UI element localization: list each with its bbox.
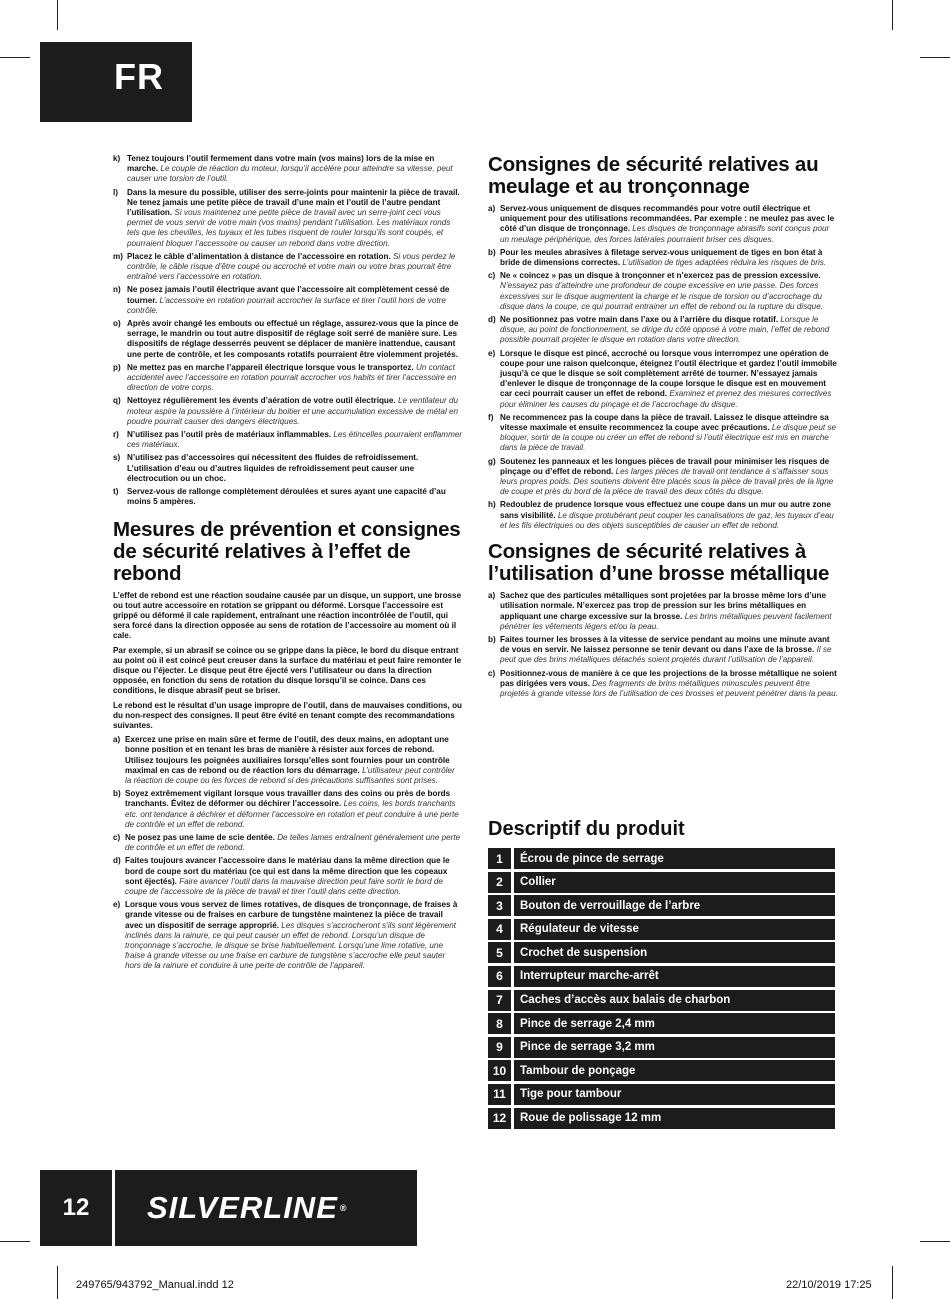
list-marker: n) [113, 285, 121, 295]
crop-mark [0, 57, 30, 58]
explanation-text: Les étincelles pourraient enflammer ces matériaux. [127, 430, 463, 450]
instruction-text: Servez-vous de rallonge complètement déroulées et sures ayant une capacité d’au moins 5 ampères. [127, 487, 446, 507]
list-item-text [127, 396, 463, 427]
list-item-text [500, 591, 838, 632]
explanation-text: De telles lames entraînent généralement une perte de contrôle et un effet de rebond. [125, 832, 461, 853]
wirebrush-heading: Consignes de sécurité relatives à l’utilisation d’une brosse métallique [488, 540, 830, 586]
crop-mark [57, 0, 58, 30]
crop-mark [892, 1266, 893, 1299]
list-item-text [127, 154, 463, 185]
list-marker: q) [113, 396, 121, 406]
product-part-row [488, 990, 835, 1011]
instruction-text: Ne positionnez pas votre main dans l’axe ou à l’arrière du disque rotatif. [500, 315, 779, 325]
list-marker: f) [488, 412, 494, 422]
list-item-text [127, 363, 463, 394]
part-number: 11 [488, 1084, 511, 1105]
product-parts-list [488, 848, 835, 1131]
crop-mark [892, 0, 893, 30]
kickback-intro [113, 591, 463, 732]
list-marker: o) [113, 319, 121, 329]
list-marker: k) [113, 154, 121, 163]
left-column [113, 154, 463, 975]
list-item-text [127, 188, 463, 249]
footer-band [40, 1170, 462, 1246]
list-marker: h) [488, 500, 496, 510]
product-part-row [488, 942, 835, 963]
explanation-text: Le ventilateur du moteur aspire la poussière à l’intérieur du boitier et une accumulation excessive de métal en poudre pourrait causer des dangers électriques. [127, 396, 459, 426]
explanation-text: Il se peut que des brins métalliques détachés soient projetés durant l’utilisation de l’appareil. [500, 645, 832, 665]
list-item [113, 396, 463, 427]
crop-mark [57, 1266, 58, 1299]
instruction-text: Faites tourner les brosses à la vitesse de service pendant au moins une minute avant de vous en servir. Ne laissez personne se tenir devant ou dans l’axe de la brosse. [500, 634, 830, 655]
product-description-heading: Descriptif du produit [488, 818, 685, 840]
list-item-text [500, 413, 838, 454]
list-item [113, 735, 463, 786]
part-number: 7 [488, 990, 511, 1011]
list-item [488, 457, 838, 498]
explanation-text: Les larges pièces de travail ont tendance à s’affaisser sous leurs propres poids. Des soutiens doivent être placés sous la pièce de travail près de la ligne de coupe et près du bord de la pièce de travail des deux côtés du disque. [500, 466, 834, 497]
part-number: 1 [488, 848, 511, 869]
instruction-text: Tenez toujours l’outil fermement dans votre main (vos mains) lors de la mise en marche. [127, 154, 435, 174]
list-item [113, 319, 463, 360]
list-marker: d) [113, 856, 121, 866]
list-item [488, 500, 838, 531]
list-marker: m) [113, 251, 123, 261]
instruction-text: Dans la mesure du possible, utiliser des serre-joints pour maintenir la pièce de travail. Ne tenez jamais une petite pièce de travail d’une main et l’outil de l’autre pendant l’utilisation. [127, 187, 460, 218]
list-marker: a) [113, 735, 121, 745]
print-date-info: 22/10/2019 17:25 [786, 1279, 872, 1291]
part-label: Pince de serrage 3,2 mm [514, 1037, 835, 1058]
list-item-text [500, 204, 838, 245]
part-number: 3 [488, 895, 511, 916]
product-part-row [488, 848, 835, 869]
part-label: Pince de serrage 2,4 mm [514, 1013, 835, 1034]
part-label: Bouton de verrouillage de l’arbre [514, 895, 835, 916]
explanation-text: Les coins, les bords tranchants etc. ont tendance à déchirer et déformer l’accessoire en rotation et peut conduire à une perte de contrôle et un effet de rebond. [125, 799, 459, 829]
part-number: 2 [488, 872, 511, 893]
list-marker: b) [488, 634, 496, 644]
explanation-text: Un contact accidentel avec l’accessoire en rotation pourrait accrocher vos habits et tirer l’accessoire en direction de votre corps. [127, 362, 457, 393]
list-item-text [500, 315, 838, 346]
list-item-text [125, 856, 463, 897]
grinding-heading: Consignes de sécurité relatives au meulage et au tronçonnage [488, 153, 819, 198]
list-marker: a) [488, 591, 496, 601]
kickback-paragraph: Le rebond est le résultat d’un usage impropre de l’outil, dans de mauvaises conditions, ou du non-respect des consignes. Il peut être évité en tenant compte des recommandations suivantes. [113, 700, 462, 730]
explanation-text: Faire avancer l’outil dans la mauvaise direction peut faire sortir le bord de coupe de l’accessoire de la pièce de travail et tirer l’outil dans cette direction. [125, 876, 443, 896]
list-item [488, 349, 838, 410]
kickback-paragraph: Par exemple, si un abrasif se coince ou se grippe dans la pièce, le bord du disque entrant au point où il est coincé peut creuser dans la surface du matériau et peut faire remonter le disque ou l’éjecter. Le disque peut être éjecté vers l’utilisateur ou dans la direction opposée, en fonction du sens de rotation du disque lorsqu’il se coince. Dans ces conditions, le disque abrasif peut se briser. [113, 645, 462, 696]
instruction-text: Redoublez de prudence lorsque vous effectuez une coupe dans un mur ou autre zone sans visibilité. [500, 500, 831, 520]
instruction-text: Ne posez pas une lame de scie dentée. [125, 832, 275, 842]
list-item [488, 413, 838, 454]
crop-mark [0, 1241, 30, 1242]
instruction-text: Ne « coincez » pas un disque à tronçonner et n’exercez pas de pression excessive. [500, 271, 821, 281]
part-label: Écrou de pince de serrage [514, 848, 835, 869]
list-item [113, 154, 463, 185]
grinding-list [488, 204, 838, 531]
crop-mark [920, 57, 950, 58]
list-item-text [127, 453, 463, 484]
crop-mark [920, 1241, 950, 1242]
kickback-heading: Mesures de prévention et consignes de sécurité relatives à l’effet de rebond [113, 517, 461, 585]
list-item-text [500, 349, 838, 410]
list-marker: c) [113, 832, 121, 842]
list-marker: b) [113, 789, 121, 799]
list-marker: e) [488, 348, 496, 358]
product-part-row [488, 966, 835, 987]
part-number: 4 [488, 919, 511, 940]
list-marker: e) [113, 900, 121, 910]
list-item [113, 285, 463, 316]
explanation-text: Le disque protubérant peut couper les canalisations de gaz, les tuyaux d’eau et les fils électriques ou des objets susceptibles de causer un effet de rebond. [500, 510, 834, 530]
list-marker: c) [488, 271, 496, 281]
explanation-text: Des fragments de brins métalliques minuscules peuvent être projetés à grande vitesse lors de l’utilisation de ces brosses et peuvent pénétrer dans la peau. [500, 678, 838, 698]
product-part-row [488, 1108, 835, 1129]
part-label: Collier [514, 872, 835, 893]
brand-name: SILVERLINE [147, 1190, 338, 1225]
list-item [488, 669, 838, 700]
list-item [113, 833, 463, 853]
list-marker: a) [488, 204, 496, 213]
product-part-row [488, 1060, 835, 1081]
list-marker: d) [488, 315, 496, 325]
list-item [488, 248, 838, 268]
list-marker: p) [113, 362, 121, 372]
print-file-info: 249765/943792_Manual.indd 12 [76, 1279, 234, 1291]
list-item [488, 591, 838, 632]
instruction-text: Faites toujours avancer l’accessoire dans le matériau dans la même direction que le bord de coupe sort du matériau (ce qui est dans la même direction que les copeaux sont éjectés). [125, 856, 450, 886]
part-label: Tambour de ponçage [514, 1060, 835, 1081]
list-item [488, 204, 838, 245]
part-label: Crochet de suspension [514, 942, 835, 963]
instruction-text: Sachez que des particules métalliques sont projetées par la brosse même lors d’une utilisation normale. N’exercez pas trop de pression sur les brins métalliques en appliquant une charge excessive sur la brosse. [500, 591, 827, 621]
list-item-text [500, 635, 838, 666]
instruction-text: Exercez une prise en main sûre et ferme de l’outil, des deux mains, en adoptant une bonne position et en tenant les bras de manière à résister aux forces de rebond. Utilisez toujours les poignées auxiliaires lorsqu’elles sont fournies pour un contrôle maximal en cas de rebond ou de réaction lors du démarrage. [125, 735, 450, 775]
explanation-text: Les disques de tronçonnage abrasifs sont conçus pour un meulage périphérique, des forces latérales pourraient briser ces disques. [500, 224, 830, 244]
instruction-text: Positionnez-vous de manière à ce que les projections de la brosse métallique ne soient pas dirigées vers vous. [500, 668, 837, 688]
kickback-paragraph: L’effet de rebond est une réaction soudaine causée par un disque, un support, une brosse ou tout autre accessoire en rotation se grippant ou déformé. Lorsque l’accessoire est grippé ou déformé il cale rapidement, entraînant une réaction incontrôlée de l’outil, qui sera forcé dans la direction opposée au sens de rotation de l’accessoire au moment où il cale. [113, 590, 462, 641]
instruction-text: N’utilisez pas d’accessoires qui nécessitent des fluides de refroidissement. L’utilisation d’eau ou d’autres liquides de refroidissement peut causer une électrocution ou un choc. [127, 453, 419, 483]
explanation-text: L’utilisation de tiges adaptées réduira les risques de bris. [622, 258, 827, 268]
explanation-text: Examinez et prenez des mesures correctives pour éliminer les causes du pinçage et de l’accrochage du disque. [500, 389, 832, 409]
list-item [113, 900, 463, 971]
list-item [113, 487, 463, 507]
list-item [113, 363, 463, 394]
list-marker: b) [488, 247, 496, 257]
brand-logo [115, 1170, 417, 1246]
part-number: 9 [488, 1037, 511, 1058]
part-label: Caches d’accès aux balais de charbon [514, 990, 835, 1011]
list-item-text [500, 500, 838, 531]
explanation-text: Si vous maintenez une petite pièce de travail avec un serre-joint ceci vous permet de vous servir de votre main (vos mains) pendant l’utilisation. Les matériaux ronds tels que les chevilles, les tuyaux et les tubes risquent de rouler lorsqu’ils sont coupés, et pourraient bloquer l’accessoire ou causer un rebond dans votre direction. [127, 208, 451, 248]
instruction-text: Lorsque le disque est pincé, accroché ou lorsque vous interrompez une opération de coupe pour une raison quelconque, éteignez l’outil électrique et gardez l’outil immobile jusqu’à ce que le disque se soit complètement arrêté de tourner. N’essayez jamais d’enlever le disque de tronçonnage de la coupe lorsque le disque est en mouvement car ceci pourrait causer un effet de rebond. [500, 348, 837, 399]
list-item-text [125, 735, 463, 786]
instruction-text: Soutenez les panneaux et les longues pièces de travail pour minimiser les risques de pinçage ou d’effet de rebond. [500, 456, 830, 476]
registered-mark: ® [339, 1203, 348, 1213]
instruction-text: Servez-vous uniquement de disques recommandés pour votre outil électrique et uniquement pour des utilisations recommandées. Par exemple : ne meulez pas avec le côté d’un disque de tronçonnage. [500, 204, 835, 234]
list-item [113, 430, 463, 450]
list-item-text [500, 271, 838, 312]
instruction-text: Ne recommencez pas la coupe dans la pièce de travail. Laissez le disque atteindre sa vitesse maximale et ensuite recommencez la coupe avec précautions. [500, 412, 829, 433]
product-part-row [488, 919, 835, 940]
list-item-text [500, 248, 838, 268]
part-label: Tige pour tambour [514, 1084, 835, 1105]
product-part-row [488, 1084, 835, 1105]
list-marker: s) [113, 453, 121, 463]
explanation-text: Les brins métalliques peuvent facilement pénétrer les vêtements légers et/ou la peau. [500, 611, 832, 631]
list-item [113, 789, 463, 830]
list-item [113, 453, 463, 484]
kickback-list [113, 735, 463, 971]
product-part-row [488, 1037, 835, 1058]
explanation-text: N’essayez pas d’atteindre une profondeur de coupe excessive en une passe. Des forces excessives sur le disque augmentent la charge et le risque de torsion ou d’accrochage du disque dans la coupe, ce qui pourrait entrainer un effet de rebond ou la rupture du disque. [500, 281, 823, 311]
product-part-row [488, 895, 835, 916]
list-item [113, 252, 463, 283]
list-item-text [127, 487, 463, 507]
list-item [113, 188, 463, 249]
list-marker: g) [488, 456, 496, 466]
part-number: 6 [488, 966, 511, 987]
list-item-text [127, 252, 463, 283]
part-label: Interrupteur marche-arrêt [514, 966, 835, 987]
part-label: Roue de polissage 12 mm [514, 1108, 835, 1129]
list-marker: t) [113, 487, 119, 497]
list-item [488, 635, 838, 666]
instruction-text: Nettoyez régulièrement les évents d’aération de votre outil électrique. [127, 396, 396, 406]
explanation-text: Les disques s’accrocheront s’ils sont légèrement inclinés dans la rainure, ce qui peut causer un effet de rebond. Lorsqu’un disque de tronçonnage s’accroche, le disque se brise habituellement. Lorsqu’une lime rotative, une fraise à grande vitesse ou une fraise en carbure de tungstène s’accroche elle peut sauter hors de la rainure et conduire à une perte de contrôle de l’appareil. [125, 920, 457, 971]
explanation-text: L’accessoire en rotation pourrait accrocher la surface et tirer l’outil hors de votre contrôle. [127, 295, 446, 315]
list-marker: c) [488, 668, 496, 678]
list-item-text [500, 669, 838, 700]
part-label: Régulateur de vitesse [514, 919, 835, 940]
part-number: 12 [488, 1108, 511, 1129]
instruction-text: Placez le câble d’alimentation à distance de l’accessoire en rotation. [127, 251, 391, 261]
list-item-text [125, 789, 463, 830]
explanation-text: L’utilisateur peut contrôler la réaction de coupe ou les forces de rebond si des précautions suffisantes sont prises. [125, 765, 455, 785]
language-tab [40, 42, 192, 122]
explanation-text: Le couple de réaction du moteur, lorsqu’il accélère pour atteindre sa vitesse, peut causer une torsion de l’outil. [127, 164, 453, 184]
wirebrush-list [488, 591, 838, 699]
list-item [113, 856, 463, 897]
instruction-text: Après avoir changé les embouts ou effectué un réglage, assurez-vous que la pince de serrage, le mandrin ou tout autre dispositif de réglage soit serré de manière sure. Les dispositifs de réglage desserrés peuvent se déplacer de manière inattendue, causant une perte de contrôle, et les composants rotatifs pourraient être violemment projetés. [127, 319, 459, 359]
right-column [488, 154, 838, 702]
page-number: 12 [40, 1170, 112, 1246]
explanation-text: Le disque peut se bloquer, sortir de la coupe ou créer un effet de rebond si l’outil électrique est mis en marche dans la pièce de travail. [500, 423, 837, 453]
list-marker: l) [113, 187, 118, 197]
list-item-text [127, 285, 463, 316]
list-item-text [125, 833, 463, 853]
list-marker: r) [113, 430, 119, 440]
list-item [488, 315, 838, 346]
list-item-text [127, 319, 463, 360]
instruction-text: Pour les meules abrasives à filetage servez-vous uniquement de tiges en bon état à bride de dimensions correctes. [500, 247, 823, 268]
explanation-text: Lorsque le disque, au point de fonctionnement, se dirige du côté opposé à votre main, l’effet de rebond possible pourrait projeter le disque en rotation dans votre direction. [500, 315, 830, 345]
instruction-text: Ne mettez pas en marche l’appareil électrique lorsque vous le transportez. [127, 362, 414, 372]
instruction-text: N’utilisez pas l’outil près de matériaux inflammables. [127, 430, 332, 440]
list-item [488, 271, 838, 312]
product-part-row [488, 1013, 835, 1034]
list-item-text [127, 430, 463, 450]
explanation-text: Si vous perdez le contrôle, le câble risque d’être coupé ou accroché et votre main ou votre bras pourrait être entraîné vers l’accessoire en rotation. [127, 251, 456, 282]
part-number: 10 [488, 1060, 511, 1081]
list-item-text [500, 457, 838, 498]
list-item-text [125, 900, 463, 971]
safety-list-general [113, 154, 463, 508]
part-number: 5 [488, 942, 511, 963]
instruction-text: Soyez extrêmement vigilant lorsque vous travailler dans des coins ou près de bords tranchants. Évitez de déformer ou déchirer l’accessoire. [125, 789, 451, 809]
instruction-text: Ne posez jamais l’outil électrique avant que l’accessoire ait complètement cessé de tourner. [127, 285, 450, 305]
part-number: 8 [488, 1013, 511, 1034]
instruction-text: Lorsque vous vous servez de limes rotatives, de disques de tronçonnage, de fraises à grande vitesse ou de fraises en carbure de tungstène maintenez la pièce de travail avec un dispositif de serrage approprié. [125, 900, 458, 930]
product-part-row [488, 872, 835, 893]
language-code: FR [114, 56, 164, 97]
